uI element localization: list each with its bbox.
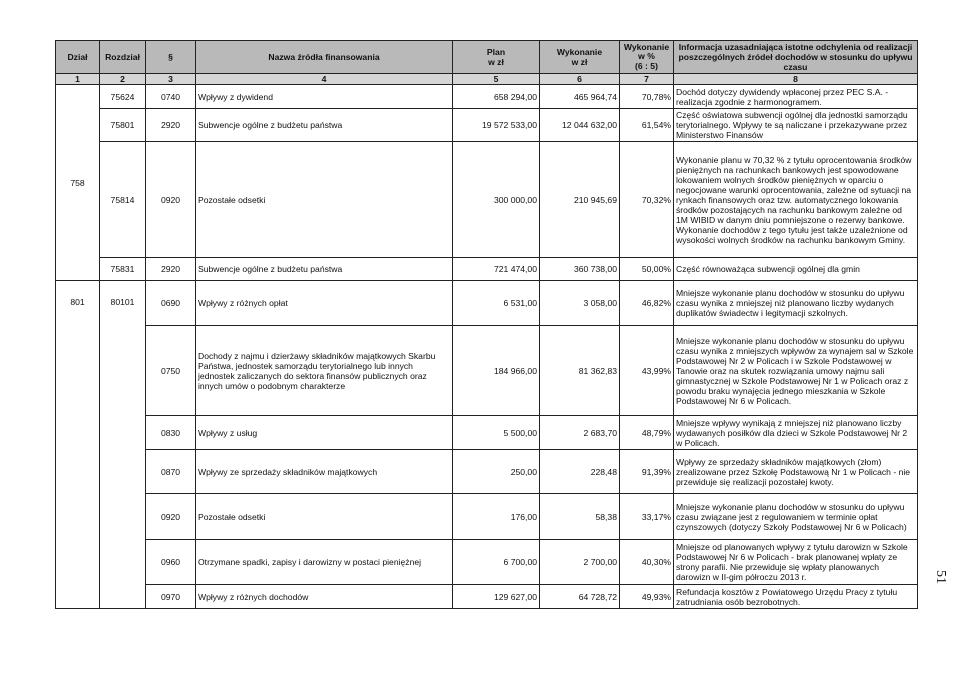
header-dzial: Dział [56,41,100,74]
table-row [56,540,918,585]
rozdzial-cell: 75814 [100,142,146,258]
table-row [56,258,918,281]
column-number-row [56,74,918,85]
informacja-cell: Część oświatowa subwencji ogólnej dla jednostki samorządu terytorialnego. Wpływy te są naliczane i przekazywane przez Ministerstwo Finansów [674,109,918,142]
paragraf-cell: 2920 [146,258,196,281]
dzial-cell: 801 [56,281,100,609]
plan-cell: 129 627,00 [453,585,540,609]
page-number: 51 [933,570,948,584]
wykonanie-cell: 64 728,72 [540,585,620,609]
table-row [56,326,918,416]
procent-cell: 33,17% [620,494,674,540]
nazwa-cell: Wpływy z dywidend [196,85,453,109]
dzial-cell: 758 [56,85,100,281]
wykonanie-cell: 210 945,69 [540,142,620,258]
paragraf-cell: 0740 [146,85,196,109]
rozdzial-cell: 75624 [100,85,146,109]
column-number: 1 [56,74,100,85]
table-row [56,85,918,109]
procent-cell: 49,93% [620,585,674,609]
wykonanie-cell: 81 362,83 [540,326,620,416]
plan-cell: 300 000,00 [453,142,540,258]
header-wykonanie: Wykonanie w zł [540,41,620,74]
nazwa-cell: Pozostałe odsetki [196,494,453,540]
paragraf-cell: 0830 [146,416,196,450]
rozdzial-cell: 75831 [100,258,146,281]
wykonanie-cell: 2 700,00 [540,540,620,585]
nazwa-cell: Wpływy z różnych dochodów [196,585,453,609]
paragraf-cell: 0970 [146,585,196,609]
header-rozdzial: Rozdział [100,41,146,74]
procent-cell: 48,79% [620,416,674,450]
paragraf-cell: 0960 [146,540,196,585]
nazwa-cell: Subwencje ogólne z budżetu państwa [196,109,453,142]
informacja-cell: Mniejsze wykonanie planu dochodów w stosunku do upływu czasu wynika z mniejszych wpływów za wynajem sal w Szkole Podstawowej Nr 2 w Policach i w Szkole Podstawowej w Tanowie oraz na skutek rozwiązania umowy najmu sali gimnastycznej w Szkole Podstawowej Nr 1 w Policach oraz z powodu braku wynajęcia jednego mieszkania w Szkole Podstawowej Nr 6 w Policach. [674,326,918,416]
paragraf-cell: 0870 [146,450,196,494]
table-row [56,281,918,326]
header-paragraf: § [146,41,196,74]
plan-cell: 19 572 533,00 [453,109,540,142]
table-row [56,109,918,142]
procent-cell: 40,30% [620,540,674,585]
nazwa-cell: Otrzymane spadki, zapisy i darowizny w postaci pieniężnej [196,540,453,585]
paragraf-cell: 0750 [146,326,196,416]
column-number: 3 [146,74,196,85]
plan-cell: 6 700,00 [453,540,540,585]
paragraf-cell: 2920 [146,109,196,142]
column-number: 6 [540,74,620,85]
nazwa-cell: Wpływy z różnych opłat [196,281,453,326]
paragraf-cell: 0920 [146,142,196,258]
plan-cell: 184 966,00 [453,326,540,416]
table-row [56,142,918,258]
header-row [56,41,918,74]
plan-cell: 658 294,00 [453,85,540,109]
informacja-cell: Dochód dotyczy dywidendy wpłaconej przez PEC S.A. - realizacja zgodnie z harmonogramem. [674,85,918,109]
plan-cell: 721 474,00 [453,258,540,281]
nazwa-cell: Wpływy ze sprzedaży składników majątkowych [196,450,453,494]
procent-cell: 70,78% [620,85,674,109]
informacja-cell: Mniejsze od planowanych wpływy z tytułu darowizn w Szkole Podstawowej Nr 6 w Policach - brak planowanej wpłaty ze strony parafii. Nie przewiduje się wpłaty planowanych darowizn w II-gim półroczu 2013 r. [674,540,918,585]
paragraf-cell: 0690 [146,281,196,326]
wykonanie-cell: 12 044 632,00 [540,109,620,142]
informacja-cell: Mniejsze wpływy wynikają z mniejszej niż planowano liczby wydawanych posiłków dla dzieci w Szkole Podstawowej Nr 2 w Policach. [674,416,918,450]
informacja-cell: Wykonanie planu w 70,32 % z tytułu oprocentowania środków pieniężnych na rachunkach bankowych jest spowodowane lokowaniem wolnych środków pieniężnych w oparciu o negocjowane warunki oprocentowania, zależne od sytuacji na rynkach finansowych oraz tzw. automatycznego lokowania środków pozostających na rachunku bankowym zależne od 1M WIBID w danym dniu pomniejszone o rezerwy bankowe. Wykonanie dochodów z tego tytułu jest także uzależnione od wysokości wolnych środków na rachunku bankowym Gminy. [674,142,918,258]
column-number: 8 [674,74,918,85]
header-informacja: Informacja uzasadniająca istotne odchylenia od realizacji poszczególnych źródeł dochodów w stosunku do upływu czasu [674,41,918,74]
procent-cell: 46,82% [620,281,674,326]
procent-cell: 50,00% [620,258,674,281]
plan-cell: 6 531,00 [453,281,540,326]
informacja-cell: Mniejsze wykonanie planu dochodów w stosunku do upływu czasu związane jest z regulowaniem w terminie opłat czynszowych (dotyczy Szkoły Podstawowej Nr 6 w Policach) [674,494,918,540]
procent-cell: 70,32% [620,142,674,258]
paragraf-cell: 0920 [146,494,196,540]
informacja-cell: Część równoważąca subwencji ogólnej dla gmin [674,258,918,281]
plan-cell: 176,00 [453,494,540,540]
plan-cell: 250,00 [453,450,540,494]
table-row [56,585,918,609]
wykonanie-cell: 3 058,00 [540,281,620,326]
procent-cell: 61,54% [620,109,674,142]
wykonanie-cell: 360 738,00 [540,258,620,281]
wykonanie-cell: 465 964,74 [540,85,620,109]
nazwa-cell: Pozostałe odsetki [196,142,453,258]
procent-cell: 43,99% [620,326,674,416]
income-table [55,40,918,609]
column-number: 4 [196,74,453,85]
column-number: 2 [100,74,146,85]
rozdzial-cell: 75801 [100,109,146,142]
table-row [56,416,918,450]
column-number: 5 [453,74,540,85]
header-nazwa: Nazwa źródła finansowania [196,41,453,74]
plan-cell: 5 500,00 [453,416,540,450]
table-row [56,494,918,540]
nazwa-cell: Wpływy z usług [196,416,453,450]
informacja-cell: Mniejsze wykonanie planu dochodów w stosunku do upływu czasu wynika z mniejszej niż planowano liczby wydanych duplikatów świadectw i legitymacji szkolnych. [674,281,918,326]
wykonanie-cell: 228,48 [540,450,620,494]
header-wykonanie-procent: Wykonanie w % (6 : 5) [620,41,674,74]
nazwa-cell: Dochody z najmu i dzierżawy składników majątkowych Skarbu Państwa, jednostek samorządu terytorialnego lub innych jednostek zaliczanych do sektora finansów publicznych oraz innych umów o podobnym charakterze [196,326,453,416]
nazwa-cell: Subwencje ogólne z budżetu państwa [196,258,453,281]
header-plan: Plan w zł [453,41,540,74]
informacja-cell: Wpływy ze sprzedaży składników majątkowych (złom) zrealizowane przez Szkołę Podstawową Nr 1 w Policach - nie przewiduje się realizacji pozostałej kwoty. [674,450,918,494]
table-row [56,450,918,494]
wykonanie-cell: 58,38 [540,494,620,540]
rozdzial-cell: 80101 [100,281,146,609]
column-number: 7 [620,74,674,85]
procent-cell: 91,39% [620,450,674,494]
wykonanie-cell: 2 683,70 [540,416,620,450]
informacja-cell: Refundacja kosztów z Powiatowego Urzędu Pracy z tytułu zatrudniania osób bezrobotnych. [674,585,918,609]
